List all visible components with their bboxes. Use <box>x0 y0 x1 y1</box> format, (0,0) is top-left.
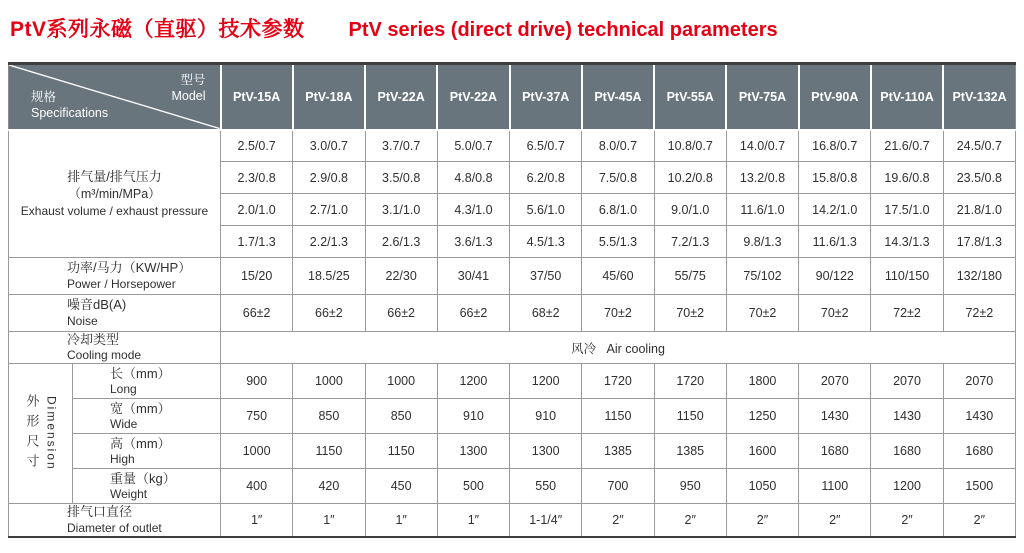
dimension-cell: 1000 <box>293 364 365 399</box>
model-header: PtV-110A <box>871 64 943 130</box>
exhaust-cell: 14.2/1.0 <box>799 194 871 226</box>
dimension-cell: 1680 <box>943 434 1015 469</box>
exhaust-cell: 1.7/1.3 <box>221 226 293 258</box>
outlet-label-zh: 排气口直径 <box>67 504 133 520</box>
dimension-cell: 1600 <box>726 434 798 469</box>
model-header: PtV-18A <box>293 64 365 130</box>
exhaust-cell: 3.0/0.7 <box>293 130 365 162</box>
dimension-sub-label <box>73 364 221 399</box>
cooling-label-zh: 冷却类型 <box>67 332 120 347</box>
model-header: PtV-22A <box>437 64 509 130</box>
exhaust-cell: 4.8/0.8 <box>437 162 509 194</box>
outlet-cell: 1″ <box>293 504 365 537</box>
dimension-cell: 1800 <box>726 364 798 399</box>
dimension-cell: 550 <box>510 469 582 504</box>
dimension-sub-label-en: Weight <box>110 486 148 501</box>
dimension-cell: 1680 <box>799 434 871 469</box>
dimension-cell: 750 <box>221 399 293 434</box>
exhaust-label-zh: 排气量/排气压力 <box>67 169 162 185</box>
dimension-cell: 850 <box>293 399 365 434</box>
power-cell: 22/30 <box>365 258 437 295</box>
dimension-cell: 1720 <box>654 364 726 399</box>
dimension-sub-label <box>73 399 221 434</box>
outlet-cell: 1-1/4″ <box>510 504 582 537</box>
dimension-cell: 1385 <box>654 434 726 469</box>
dimension-cell: 850 <box>365 399 437 434</box>
corner-model-label-zh: 型号 <box>180 73 206 87</box>
page-title <box>10 13 778 43</box>
exhaust-cell: 5.5/1.3 <box>582 226 654 258</box>
exhaust-cell: 16.8/0.7 <box>799 130 871 162</box>
dimension-cell: 2070 <box>943 364 1015 399</box>
dimension-side-label <box>9 364 73 504</box>
noise-cell: 70±2 <box>726 295 798 332</box>
dimension-cell: 1430 <box>799 399 871 434</box>
cooling-value: 风冷 Air cooling <box>221 332 1016 364</box>
dimension-cell: 1250 <box>726 399 798 434</box>
power-cell: 110/150 <box>871 258 943 295</box>
dimension-cell: 910 <box>437 399 509 434</box>
outlet-label <box>9 504 221 537</box>
dimension-sub-label-zh: 长（mm） <box>110 365 171 381</box>
noise-cell: 68±2 <box>510 295 582 332</box>
corner-spec-label <box>31 89 108 122</box>
exhaust-cell: 10.8/0.7 <box>654 130 726 162</box>
dimension-cell: 450 <box>365 469 437 504</box>
dimension-side-wrap <box>9 394 72 474</box>
exhaust-cell: 11.6/1.3 <box>799 226 871 258</box>
dimension-cell: 1200 <box>510 364 582 399</box>
outlet-label-en: Diameter of outlet <box>67 520 162 535</box>
exhaust-cell: 10.2/0.8 <box>654 162 726 194</box>
noise-cell: 66±2 <box>365 295 437 332</box>
exhaust-cell: 9.0/1.0 <box>654 194 726 226</box>
dimension-cell: 1385 <box>582 434 654 469</box>
dimension-cell: 910 <box>510 399 582 434</box>
parameters-table <box>8 62 1016 538</box>
exhaust-cell: 2.7/1.0 <box>293 194 365 226</box>
outlet-cell: 2″ <box>582 504 654 537</box>
dimension-side-label-en: Dimension <box>44 396 59 472</box>
exhaust-cell: 15.8/0.8 <box>799 162 871 194</box>
dimension-cell: 1150 <box>582 399 654 434</box>
exhaust-cell: 2.9/0.8 <box>293 162 365 194</box>
dimension-cell: 1300 <box>510 434 582 469</box>
dimension-cell: 1500 <box>943 469 1015 504</box>
exhaust-row <box>9 130 1016 162</box>
exhaust-cell: 17.5/1.0 <box>871 194 943 226</box>
dimension-cell: 1100 <box>799 469 871 504</box>
noise-cell: 72±2 <box>871 295 943 332</box>
model-header: PtV-15A <box>221 64 293 130</box>
exhaust-cell: 4.3/1.0 <box>437 194 509 226</box>
outlet-cell: 1″ <box>221 504 293 537</box>
exhaust-cell: 19.6/0.8 <box>871 162 943 194</box>
cooling-label <box>9 332 221 364</box>
dimension-cell: 1000 <box>221 434 293 469</box>
outlet-cell: 2″ <box>654 504 726 537</box>
exhaust-cell: 21.8/1.0 <box>943 194 1015 226</box>
exhaust-cell: 23.5/0.8 <box>943 162 1015 194</box>
exhaust-cell: 7.2/1.3 <box>654 226 726 258</box>
exhaust-cell: 7.5/0.8 <box>582 162 654 194</box>
model-header: PtV-75A <box>726 64 798 130</box>
power-cell: 15/20 <box>221 258 293 295</box>
dimension-cell: 1200 <box>437 364 509 399</box>
page-title-zh: PtV系列永磁（直驱）技术参数 <box>10 18 305 41</box>
exhaust-cell: 3.1/1.0 <box>365 194 437 226</box>
power-cell: 30/41 <box>437 258 509 295</box>
parameters-table-container <box>8 62 1016 538</box>
dimension-cell: 1000 <box>365 364 437 399</box>
noise-row <box>9 295 1016 332</box>
power-cell: 90/122 <box>799 258 871 295</box>
dimension-sub-label-zh: 高（mm） <box>110 435 171 451</box>
table-header-row <box>9 64 1016 130</box>
corner-model-label <box>171 72 205 105</box>
exhaust-cell: 5.6/1.0 <box>510 194 582 226</box>
exhaust-cell: 9.8/1.3 <box>726 226 798 258</box>
corner-cell <box>9 64 221 130</box>
noise-label-en: Noise <box>67 313 98 328</box>
noise-cell: 70±2 <box>582 295 654 332</box>
dimension-cell: 420 <box>293 469 365 504</box>
dimension-row <box>9 469 1016 504</box>
exhaust-cell: 24.5/0.7 <box>943 130 1015 162</box>
noise-cell: 66±2 <box>437 295 509 332</box>
exhaust-cell: 13.2/0.8 <box>726 162 798 194</box>
model-header: PtV-45A <box>582 64 654 130</box>
power-cell: 55/75 <box>654 258 726 295</box>
exhaust-cell: 14.0/0.7 <box>726 130 798 162</box>
model-header: PtV-22A <box>365 64 437 130</box>
outlet-cell: 2″ <box>726 504 798 537</box>
dimension-sub-label-en: Long <box>110 381 137 396</box>
exhaust-cell: 3.6/1.3 <box>437 226 509 258</box>
noise-cell: 72±2 <box>943 295 1015 332</box>
exhaust-cell: 2.5/0.7 <box>221 130 293 162</box>
dimension-cell: 1150 <box>365 434 437 469</box>
dimension-cell: 2070 <box>799 364 871 399</box>
corner-spec-label-zh: 规格 <box>31 90 57 104</box>
dimension-row <box>9 434 1016 469</box>
exhaust-label-unit: （m³/min/MPa） <box>68 186 161 201</box>
dimension-cell: 2070 <box>871 364 943 399</box>
page-title-en: PtV series (direct drive) technical parameters <box>348 19 778 41</box>
cooling-row <box>9 332 1016 364</box>
dimension-cell: 1150 <box>654 399 726 434</box>
exhaust-cell: 5.0/0.7 <box>437 130 509 162</box>
power-cell: 132/180 <box>943 258 1015 295</box>
dimension-cell: 500 <box>437 469 509 504</box>
dimension-row <box>9 399 1016 434</box>
exhaust-label <box>9 130 221 258</box>
exhaust-cell: 2.0/1.0 <box>221 194 293 226</box>
outlet-cell: 2″ <box>943 504 1015 537</box>
outlet-cell: 2″ <box>871 504 943 537</box>
dimension-cell: 900 <box>221 364 293 399</box>
exhaust-cell: 8.0/0.7 <box>582 130 654 162</box>
power-cell: 75/102 <box>726 258 798 295</box>
dimension-cell: 700 <box>582 469 654 504</box>
power-cell: 18.5/25 <box>293 258 365 295</box>
dimension-cell: 1430 <box>871 399 943 434</box>
model-header: PtV-90A <box>799 64 871 130</box>
noise-cell: 66±2 <box>221 295 293 332</box>
exhaust-cell: 11.6/1.0 <box>726 194 798 226</box>
power-label-zh: 功率/马力（KW/HP） <box>67 260 192 276</box>
exhaust-cell: 3.5/0.8 <box>365 162 437 194</box>
dimension-cell: 1050 <box>726 469 798 504</box>
corner-model-label-en: Model <box>171 89 206 104</box>
dimension-cell: 1430 <box>943 399 1015 434</box>
exhaust-cell: 3.7/0.7 <box>365 130 437 162</box>
dimension-sub-label <box>73 434 221 469</box>
dimension-side-label-zh: 外形尺寸 <box>24 393 40 474</box>
outlet-cell: 1″ <box>437 504 509 537</box>
exhaust-label-en: Exhaust volume / exhaust pressure <box>20 203 209 218</box>
model-header: PtV-37A <box>510 64 582 130</box>
dimension-sub-label-en: High <box>110 451 135 466</box>
exhaust-cell: 14.3/1.3 <box>871 226 943 258</box>
exhaust-cell: 17.8/1.3 <box>943 226 1015 258</box>
outlet-cell: 2″ <box>799 504 871 537</box>
dimension-sub-label-en: Wide <box>110 416 138 431</box>
exhaust-cell: 21.6/0.7 <box>871 130 943 162</box>
exhaust-cell: 6.8/1.0 <box>582 194 654 226</box>
power-cell: 45/60 <box>582 258 654 295</box>
dimension-sub-label <box>73 469 221 504</box>
dimension-cell: 1150 <box>293 434 365 469</box>
noise-cell: 70±2 <box>799 295 871 332</box>
power-cell: 37/50 <box>510 258 582 295</box>
noise-label-zh: 噪音dB(A) <box>67 297 127 313</box>
power-label-en: Power / Horsepower <box>67 276 176 291</box>
model-header: PtV-55A <box>654 64 726 130</box>
power-label <box>9 258 221 295</box>
corner-spec-label-en: Specifications <box>31 106 109 121</box>
exhaust-cell: 4.5/1.3 <box>510 226 582 258</box>
exhaust-cell: 2.2/1.3 <box>293 226 365 258</box>
parameters-table-body <box>9 64 1016 537</box>
dimension-cell: 1300 <box>437 434 509 469</box>
outlet-cell: 1″ <box>365 504 437 537</box>
exhaust-cell: 6.5/0.7 <box>510 130 582 162</box>
exhaust-cell: 2.3/0.8 <box>221 162 293 194</box>
dimension-row <box>9 364 1016 399</box>
dimension-sub-label-zh: 宽（mm） <box>110 400 171 416</box>
cooling-label-en: Cooling mode <box>67 348 142 363</box>
power-row <box>9 258 1016 295</box>
noise-label <box>9 295 221 332</box>
noise-cell: 66±2 <box>293 295 365 332</box>
noise-cell: 70±2 <box>654 295 726 332</box>
outlet-row <box>9 504 1016 537</box>
dimension-cell: 400 <box>221 469 293 504</box>
exhaust-cell: 6.2/0.8 <box>510 162 582 194</box>
dimension-cell: 950 <box>654 469 726 504</box>
exhaust-cell: 2.6/1.3 <box>365 226 437 258</box>
model-header: PtV-132A <box>943 64 1015 130</box>
dimension-cell: 1680 <box>871 434 943 469</box>
dimension-cell: 1720 <box>582 364 654 399</box>
dimension-sub-label-zh: 重量（kg） <box>110 470 176 486</box>
dimension-cell: 1200 <box>871 469 943 504</box>
